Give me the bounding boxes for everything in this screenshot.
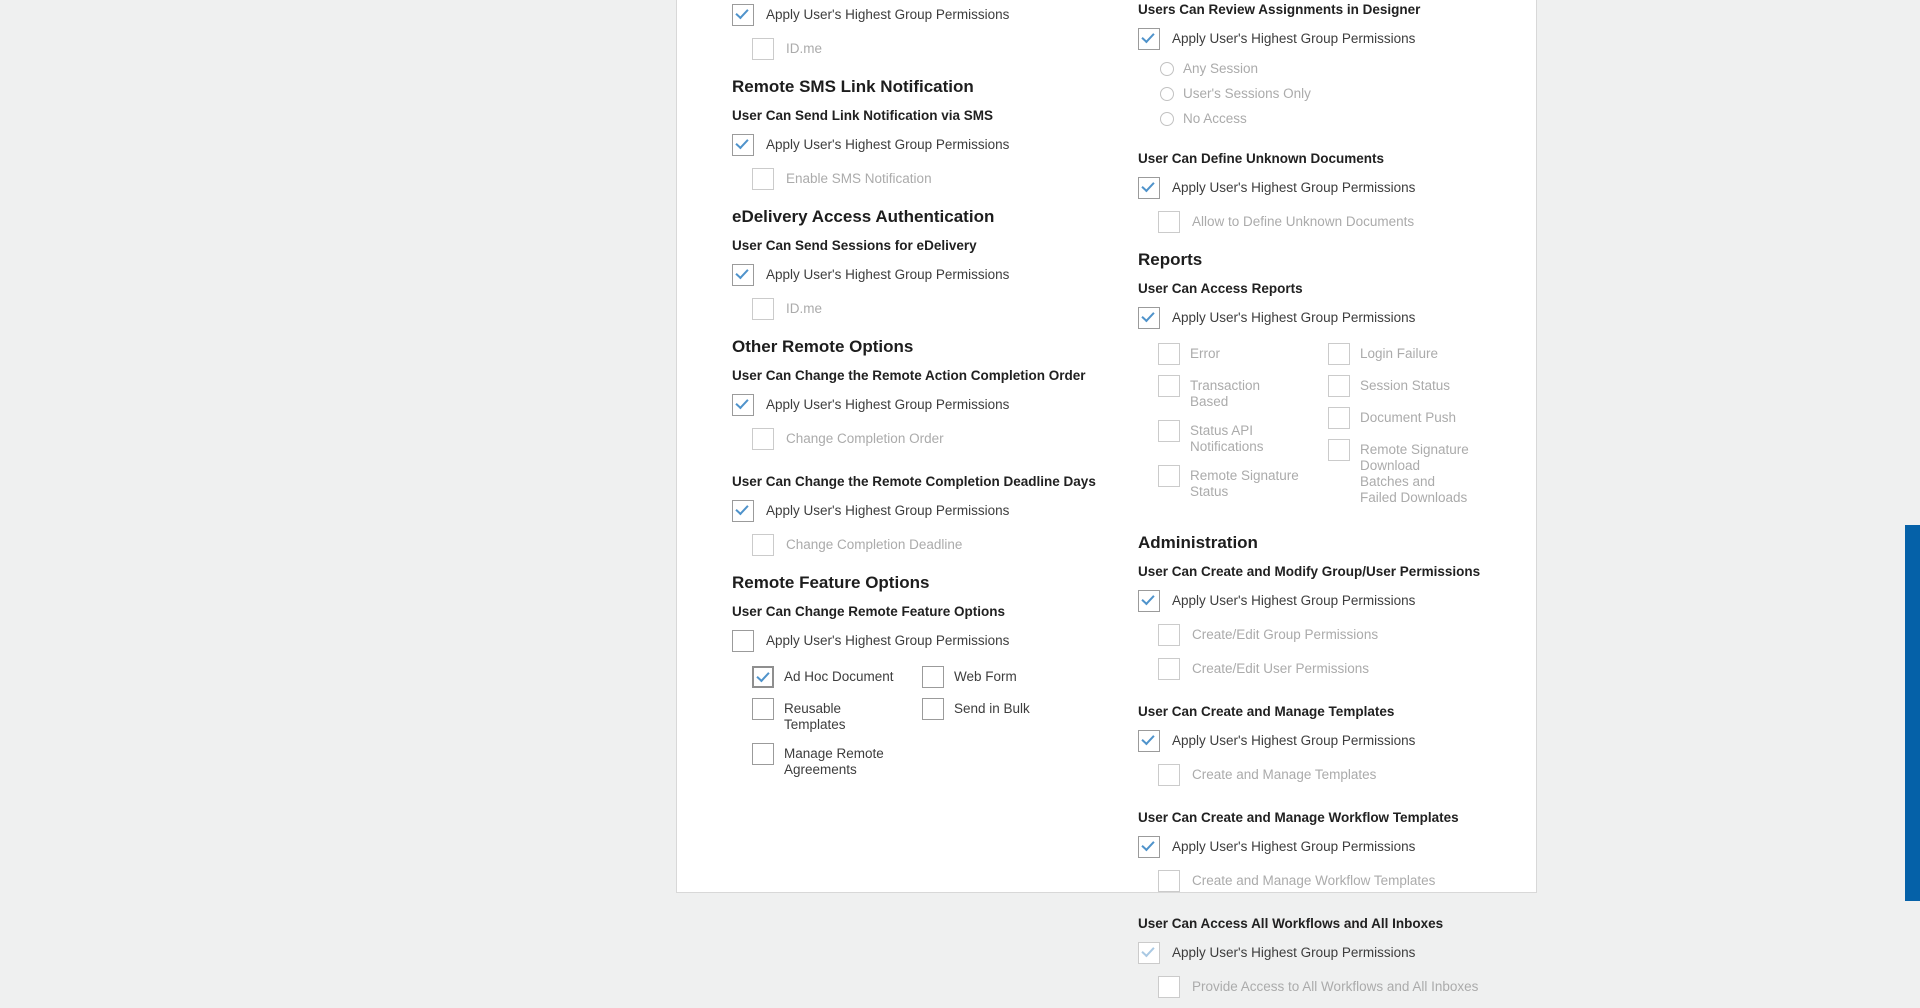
permission-group-title: User Can Access Reports bbox=[1138, 281, 1303, 296]
permission-group-title: User Can Change Remote Feature Options bbox=[732, 604, 1006, 619]
checkbox-row bbox=[1158, 465, 1328, 500]
checkbox-row bbox=[1158, 211, 1530, 233]
checkbox bbox=[1158, 976, 1180, 998]
column-right bbox=[1138, 0, 1530, 1008]
checkbox bbox=[1158, 343, 1180, 365]
checkbox[interactable] bbox=[1138, 590, 1160, 612]
check-icon bbox=[735, 6, 748, 20]
checkbox-label: Ad Hoc Document bbox=[784, 669, 894, 684]
permission-group-title: Users Can Review Assignments in Designer bbox=[1138, 2, 1421, 17]
checkbox-row bbox=[752, 698, 922, 733]
checkbox-grid bbox=[1158, 343, 1530, 516]
checkbox-label: ID.me bbox=[786, 41, 823, 56]
check-icon bbox=[1141, 179, 1154, 193]
radio-label: Any Session bbox=[1183, 61, 1259, 76]
checkbox-row bbox=[1158, 375, 1328, 410]
section-heading: Other Remote Options bbox=[732, 337, 914, 356]
radio-button bbox=[1160, 87, 1174, 101]
permission-group bbox=[1138, 704, 1530, 786]
checkbox[interactable] bbox=[1138, 177, 1160, 199]
checkbox-row bbox=[732, 4, 1144, 26]
checkbox[interactable] bbox=[732, 500, 754, 522]
checkbox-row bbox=[752, 298, 1144, 320]
radio-row bbox=[1160, 85, 1530, 102]
checkbox-grid-column bbox=[1328, 343, 1498, 516]
checkbox-row bbox=[732, 264, 1144, 286]
checkbox-label: Create/Edit Group Permissions bbox=[1192, 627, 1379, 642]
permission-group bbox=[1138, 2, 1530, 127]
checkbox-row bbox=[752, 534, 1144, 556]
checkbox-label: Apply User's Highest Group Permissions bbox=[766, 267, 1010, 282]
checkbox-grid-column bbox=[752, 666, 922, 788]
section-heading: Remote SMS Link Notification bbox=[732, 77, 974, 96]
permission-group-title: User Can Change the Remote Action Completion Order bbox=[732, 368, 1086, 383]
radio-row bbox=[1160, 110, 1530, 127]
checkbox-row bbox=[1138, 836, 1530, 858]
check-icon bbox=[735, 396, 748, 410]
checkbox-label: Apply User's Highest Group Permissions bbox=[766, 397, 1010, 412]
checkbox bbox=[1158, 870, 1180, 892]
checkbox bbox=[1158, 420, 1180, 442]
section-heading: Reports bbox=[1138, 250, 1203, 269]
section-heading: Administration bbox=[1138, 533, 1258, 552]
checkbox-row bbox=[1328, 343, 1498, 365]
checkbox[interactable] bbox=[752, 698, 774, 720]
radio-row bbox=[1160, 60, 1530, 77]
checkbox-row bbox=[1138, 307, 1530, 329]
checkbox-row bbox=[922, 666, 1092, 688]
scrollbar-thumb[interactable] bbox=[1905, 525, 1920, 901]
checkbox bbox=[1158, 375, 1180, 397]
checkbox-label: Remote Signature Status bbox=[1190, 468, 1299, 499]
permission-group-title: User Can Change the Remote Completion Deadline Days bbox=[732, 474, 1096, 489]
checkbox-label: Error bbox=[1190, 346, 1220, 361]
checkbox-row bbox=[1158, 976, 1530, 998]
checkbox-row bbox=[752, 666, 922, 688]
checkbox bbox=[1328, 375, 1350, 397]
checkbox[interactable] bbox=[732, 630, 754, 652]
checkbox-row bbox=[1328, 375, 1498, 397]
check-icon bbox=[1141, 838, 1154, 852]
checkbox[interactable] bbox=[1138, 307, 1160, 329]
checkbox-label: Apply User's Highest Group Permissions bbox=[766, 137, 1010, 152]
permission-group bbox=[732, 238, 1144, 320]
checkbox-grid-column bbox=[1158, 343, 1328, 516]
checkbox-grid bbox=[752, 666, 1144, 788]
check-icon bbox=[756, 669, 769, 683]
checkbox-label: Manage Remote Agreements bbox=[784, 746, 884, 777]
checkbox-row bbox=[922, 698, 1092, 720]
permission-group bbox=[1138, 564, 1530, 680]
permission-group bbox=[1138, 281, 1530, 516]
section bbox=[732, 572, 1144, 788]
section bbox=[732, 4, 1144, 60]
radio-label: User's Sessions Only bbox=[1183, 86, 1311, 101]
radio-button bbox=[1160, 62, 1174, 76]
checkbox bbox=[1158, 658, 1180, 680]
check-icon bbox=[735, 136, 748, 150]
checkbox-label: Status API Notifications bbox=[1190, 423, 1264, 454]
checkbox-label: Create/Edit User Permissions bbox=[1192, 661, 1370, 676]
check-icon bbox=[735, 266, 748, 280]
checkbox-label: Enable SMS Notification bbox=[786, 171, 932, 186]
radio-button bbox=[1160, 112, 1174, 126]
permission-group-title: User Can Create and Modify Group/User Permissions bbox=[1138, 564, 1481, 579]
checkbox[interactable] bbox=[732, 134, 754, 156]
checkbox-label: Session Status bbox=[1360, 378, 1451, 393]
section bbox=[732, 76, 1144, 190]
checkbox bbox=[752, 428, 774, 450]
permission-group bbox=[732, 474, 1144, 556]
checkbox-label: Provide Access to All Workflows and All Inboxes bbox=[1192, 979, 1479, 994]
checkbox bbox=[1328, 439, 1350, 461]
check-icon bbox=[735, 502, 748, 516]
checkbox bbox=[1328, 407, 1350, 429]
permission-group bbox=[732, 604, 1144, 788]
checkbox-label: Login Failure bbox=[1360, 346, 1439, 361]
permission-group-title: User Can Send Link Notification via SMS bbox=[732, 108, 994, 123]
section bbox=[1138, 2, 1530, 233]
section bbox=[1138, 532, 1530, 998]
checkbox-label: Document Push bbox=[1360, 410, 1457, 425]
checkbox-row bbox=[752, 428, 1144, 450]
checkbox bbox=[1158, 465, 1180, 487]
checkbox[interactable] bbox=[732, 394, 754, 416]
permission-group bbox=[732, 368, 1144, 450]
checkbox-label: Allow to Define Unknown Documents bbox=[1192, 214, 1415, 229]
check-icon bbox=[1141, 732, 1154, 746]
checkbox-row bbox=[1158, 343, 1328, 365]
checkbox bbox=[1138, 942, 1160, 964]
checkbox-row bbox=[752, 38, 1144, 60]
checkbox-label: Apply User's Highest Group Permissions bbox=[766, 633, 1010, 648]
checkbox-row bbox=[1138, 942, 1530, 964]
checkbox-row bbox=[1158, 870, 1530, 892]
checkbox-label: Apply User's Highest Group Permissions bbox=[1172, 945, 1416, 960]
checkbox bbox=[1328, 343, 1350, 365]
radio-label: No Access bbox=[1183, 111, 1247, 126]
check-icon bbox=[1141, 30, 1154, 44]
checkbox[interactable] bbox=[1138, 730, 1160, 752]
checkbox-row bbox=[1138, 28, 1530, 50]
permission-group-title: User Can Create and Manage Workflow Templates bbox=[1138, 810, 1459, 825]
checkbox-row bbox=[732, 394, 1144, 416]
checkbox-label: Create and Manage Templates bbox=[1192, 767, 1377, 782]
checkbox-row bbox=[1158, 420, 1328, 455]
checkbox-label: Apply User's Highest Group Permissions bbox=[766, 503, 1010, 518]
checkbox-label: Reusable Templates bbox=[784, 701, 846, 732]
checkbox-label: Apply User's Highest Group Permissions bbox=[1172, 733, 1416, 748]
checkbox-label: Change Completion Order bbox=[786, 431, 944, 446]
checkbox-label: Remote Signature Download Batches and Failed Downloads bbox=[1360, 442, 1469, 505]
checkbox-label: Send in Bulk bbox=[954, 701, 1030, 716]
checkbox-row bbox=[1138, 590, 1530, 612]
permission-group-title: User Can Access All Workflows and All Inboxes bbox=[1138, 916, 1444, 931]
permission-group-title: User Can Create and Manage Templates bbox=[1138, 704, 1395, 719]
check-icon bbox=[1141, 944, 1154, 958]
checkbox-row bbox=[732, 134, 1144, 156]
checkbox-label: Apply User's Highest Group Permissions bbox=[1172, 310, 1416, 325]
checkbox-label: Transaction Based bbox=[1190, 378, 1261, 409]
section bbox=[1138, 249, 1530, 516]
permission-group-title: User Can Define Unknown Documents bbox=[1138, 151, 1385, 166]
checkbox bbox=[1158, 624, 1180, 646]
permissions-panel bbox=[676, 0, 1537, 994]
permission-group bbox=[1138, 810, 1530, 892]
checkbox-row bbox=[1158, 764, 1530, 786]
permission-group-title: User Can Send Sessions for eDelivery bbox=[732, 238, 977, 253]
checkbox[interactable] bbox=[732, 264, 754, 286]
checkbox-row bbox=[732, 500, 1144, 522]
checkbox-label: Apply User's Highest Group Permissions bbox=[1172, 839, 1416, 854]
checkbox-row bbox=[1158, 658, 1530, 680]
checkbox-label: Apply User's Highest Group Permissions bbox=[1172, 180, 1416, 195]
checkbox-label: Apply User's Highest Group Permissions bbox=[766, 7, 1010, 22]
check-icon bbox=[1141, 592, 1154, 606]
checkbox[interactable] bbox=[752, 666, 774, 688]
checkbox-label: Create and Manage Workflow Templates bbox=[1192, 873, 1436, 888]
checkbox-row bbox=[1138, 177, 1530, 199]
checkbox-row bbox=[1138, 730, 1530, 752]
checkbox-row bbox=[1158, 624, 1530, 646]
checkbox[interactable] bbox=[1138, 28, 1160, 50]
checkbox[interactable] bbox=[922, 698, 944, 720]
checkbox bbox=[752, 298, 774, 320]
checkbox-label: Web Form bbox=[954, 669, 1017, 684]
checkbox bbox=[752, 168, 774, 190]
checkbox bbox=[1158, 211, 1180, 233]
check-icon bbox=[1141, 309, 1154, 323]
checkbox[interactable] bbox=[752, 743, 774, 765]
checkbox-row bbox=[732, 630, 1144, 652]
column-left bbox=[732, 0, 1144, 788]
checkbox-label: Apply User's Highest Group Permissions bbox=[1172, 593, 1416, 608]
checkbox[interactable] bbox=[732, 4, 754, 26]
permission-group bbox=[732, 108, 1144, 190]
section-heading: Remote Feature Options bbox=[732, 573, 930, 592]
checkbox-row bbox=[1328, 439, 1498, 506]
permission-group bbox=[732, 4, 1144, 60]
checkbox-label: Apply User's Highest Group Permissions bbox=[1172, 31, 1416, 46]
checkbox[interactable] bbox=[922, 666, 944, 688]
checkbox-label: Change Completion Deadline bbox=[786, 537, 963, 552]
checkbox bbox=[1158, 764, 1180, 786]
checkbox-label: ID.me bbox=[786, 301, 823, 316]
permission-group bbox=[1138, 151, 1530, 233]
checkbox-grid-column bbox=[922, 666, 1092, 788]
section-heading: eDelivery Access Authentication bbox=[732, 207, 995, 226]
section bbox=[732, 336, 1144, 556]
checkbox bbox=[752, 38, 774, 60]
checkbox-row bbox=[752, 168, 1144, 190]
checkbox-row bbox=[752, 743, 922, 778]
checkbox bbox=[752, 534, 774, 556]
checkbox[interactable] bbox=[1138, 836, 1160, 858]
permission-group bbox=[1138, 916, 1530, 998]
checkbox-row bbox=[1328, 407, 1498, 429]
section bbox=[732, 206, 1144, 320]
